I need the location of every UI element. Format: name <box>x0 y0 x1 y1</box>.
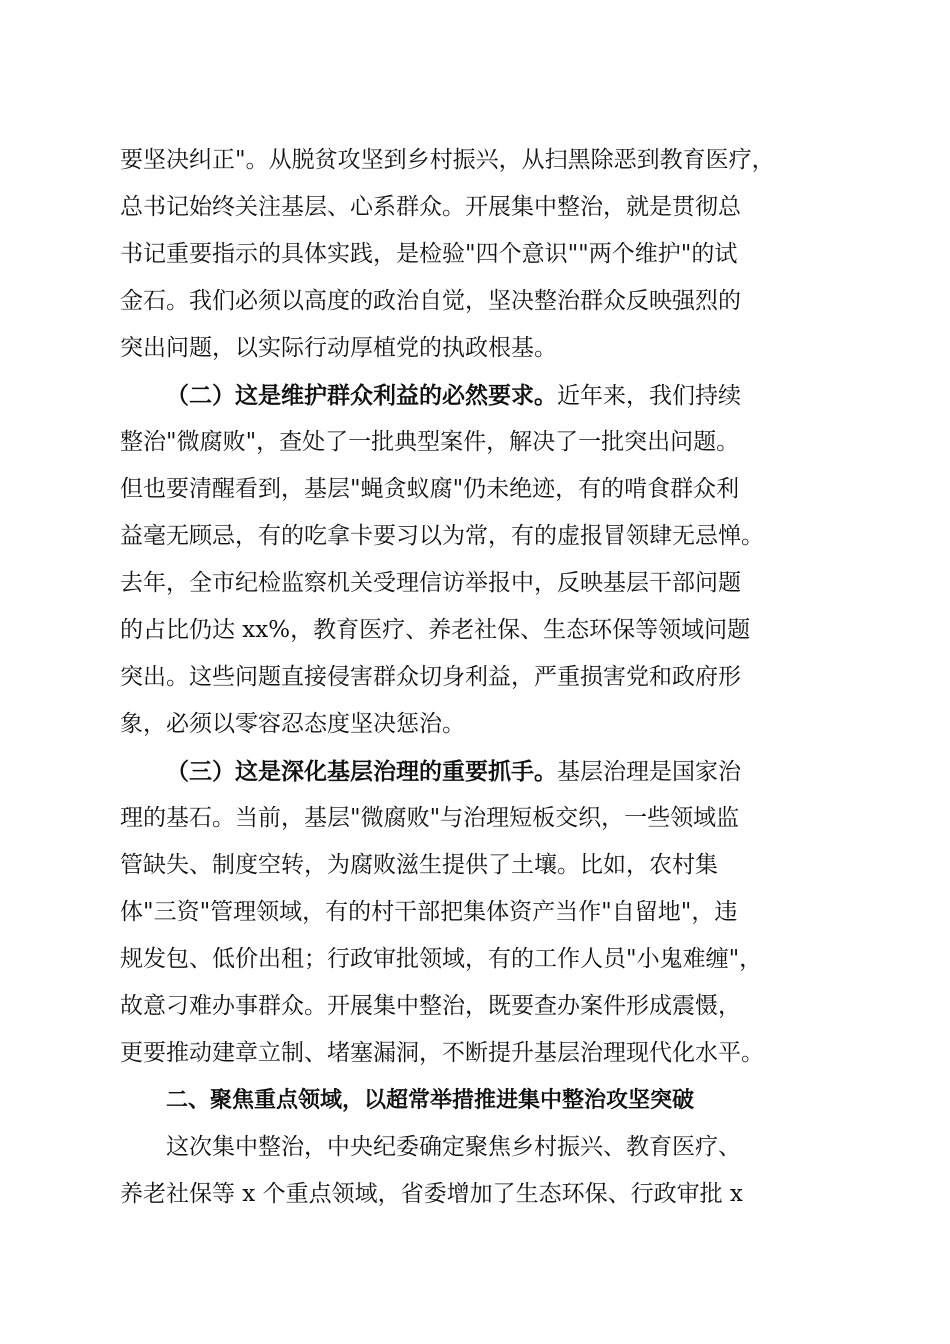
paragraph-lead: （三）这是深化基层治理的重要抓手。 <box>166 758 557 785</box>
paragraph-governance <box>120 748 832 1077</box>
text-line: 但也要清醒看到，基层"蝇贪蚁腐"仍未绝迹，有的啃食群众利 <box>120 476 740 502</box>
text-line: 突出。这些问题直接侵害群众切身利益，严重损害党和政府形 <box>120 664 741 690</box>
text-line: 养老社保等 x 个重点领域，省委增加了生态环保、行政审批 x <box>120 1181 743 1207</box>
paragraph-first-line <box>120 372 832 419</box>
section-heading: 二、聚焦重点领域，以超常举措推进集中整治攻坚突破 <box>166 1088 695 1113</box>
text-line: 更要推动建章立制、堵塞漏洞，不断提升基层治理现代化水平。 <box>120 1040 764 1066</box>
paragraph-first-line <box>120 748 832 795</box>
paragraph-first-rest: 近年来，我们持续 <box>557 383 741 409</box>
paragraph-key-areas <box>120 1124 832 1218</box>
paragraph-first-rest: 基层治理是国家治 <box>557 759 741 785</box>
text-line: 金石。我们必须以高度的政治自觉，坚决整治群众反映强烈的 <box>120 288 741 314</box>
text-line: 象，必须以零容忍态度坚决惩治。 <box>120 711 465 737</box>
text-line: 理的基石。当前，基层"微腐败"与治理短板交织，一些领域监 <box>120 805 740 831</box>
text-line: 这次集中整治，中央纪委确定聚焦乡村振兴、教育医疗、 <box>166 1134 741 1160</box>
text-line: 规发包、低价出租；行政审批领域，有的工作人员"小鬼难缠"， <box>120 946 763 972</box>
text-line: 管缺失、制度空转，为腐败滋生提供了土壤。比如，农村集 <box>120 852 718 878</box>
document-body <box>120 137 832 1218</box>
text-line: 要坚决纠正"。从脱贫攻坚到乡村振兴，从扫黑除恶到教育医疗， <box>120 147 775 173</box>
text-line: 书记重要指示的具体实践，是检验"四个意识""两个维护"的试 <box>120 241 738 267</box>
text-line: 故意刁难办事群众。开展集中整治，既要查办案件形成震慑， <box>120 993 741 1019</box>
text-line: 去年，全市纪检监察机关受理信访举报中，反映基层干部问题 <box>120 570 741 596</box>
paragraph-continuation <box>120 137 832 372</box>
paragraph-lead: （二）这是维护群众利益的必然要求。 <box>166 382 557 409</box>
text-line: 体"三资"管理领域，有的村干部把集体资产当作"自留地"，违 <box>120 899 738 925</box>
text-line: 的占比仍达 xx%，教育医疗、养老社保、生态环保等领域问题 <box>120 617 751 643</box>
text-line: 益毫无顾忌，有的吃拿卡要习以为常，有的虚报冒领肆无忌惮。 <box>120 523 764 549</box>
text-line: 总书记始终关注基层、心系群众。开展集中整治，就是贯彻总 <box>120 194 741 220</box>
text-line: 突出问题，以实际行动厚植党的执政根基。 <box>120 335 557 361</box>
text-line: 整治"微腐败"，查处了一批典型案件，解决了一批突出问题。 <box>120 429 740 455</box>
paragraph-interests <box>120 372 832 748</box>
